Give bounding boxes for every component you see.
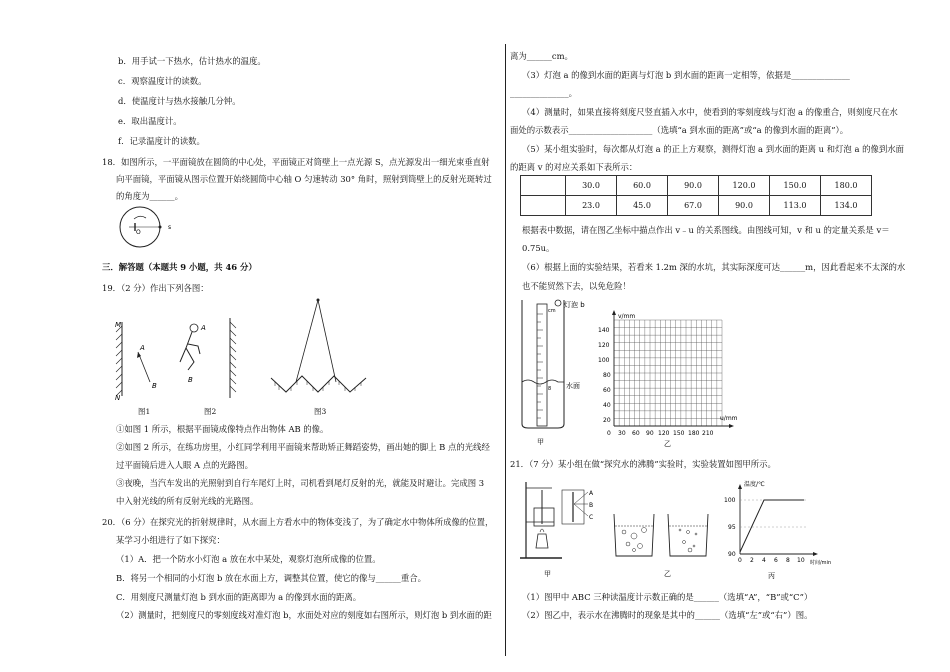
y-tick-label: 20 [603,417,611,424]
q18-label-s: s [168,224,172,231]
q20-r4-line-2: 面处的示数表示____________________（选填“a 到水面的距离”或“a 的像到水面的距离”）。 [510,125,849,135]
step-f: f．记录温度计的读数。 [118,136,205,146]
temp-axis-label: 温度/℃ [744,481,765,488]
table-cell: 120.0 [719,176,770,196]
view-label-a: A [589,490,594,497]
ruler-figure [520,298,600,448]
x-tick-label: 60 [632,430,640,437]
q19-part-3-line-1: ③夜晚，当汽车发出的光照射到自行车尾灯上时，司机看到尾灯反射的光，就能及时避让。完成图 3 [116,478,485,488]
q20-r6-line-1: 根据表中数据，请在图乙坐标中描点作出 v﹣u 的关系图线。由图线可知，v 和 u 的定量关系是 v＝ [522,225,890,235]
step-d: d．使温度计与热水接触几分钟。 [118,96,241,106]
table-header-cell [521,176,566,196]
q20-r7-line-2: 也不能贸然下去，以免危险！ [522,281,631,291]
q20-part-2: （2）测量时，把刻度尺的零刻度线对准灯泡 b，水面处对应的刻度如右图所示，则灯泡 b 到水面的距 [116,610,492,620]
table-cell: 180.0 [821,176,872,196]
q20-r2: （3）灯泡 a 的像到水面的距离与灯泡 b 到水面的距离一定相等，依据是______________ [522,70,850,80]
time-tick-label: 2 [750,557,754,564]
column-divider [505,44,506,656]
time-tick-label: 8 [786,557,790,564]
fig1-label-b: B [152,382,157,390]
step-b: b．用手试一下热水，估计热水的温度。 [118,56,266,66]
table-cell: 134.0 [821,196,872,216]
y-tick-label: 120 [598,342,610,349]
q18-line-1: 18．如图所示，一平面镜放在圆筒的中心处，平面镜正对筒壁上一点光源 S，点光源发出一细光束垂直射 [102,157,490,167]
table-cell: 23.0 [566,196,617,216]
fig21-caption-yi: 乙 [664,570,671,578]
temp-tick-label: 90 [728,551,736,558]
step-c: c．观察温度计的读数。 [118,76,207,86]
q20-r5-line-1: （5）某小组实验时，每次都从灯泡 a 的正上方观察，测得灯泡 a 到水面的距离 u 和灯泡 a 的像到水面 [522,144,904,154]
q19-figure-3 [266,298,376,402]
time-tick-label: 0 [738,557,742,564]
ruler-mark-label: 8 [548,386,552,392]
x-tick-label: 210 [702,430,714,437]
table-row-u [521,176,872,196]
fig21-caption-bing: 丙 [768,572,775,580]
table-cell: 67.0 [668,196,719,216]
fig1-label-m: M [115,321,122,329]
q19-part-1: ①如图 1 所示，根据平面镜成像特点作出物体 AB 的像。 [116,424,329,434]
temperature-time-chart [724,480,834,580]
q19-figure-1 [112,318,172,408]
table-row-v [521,196,872,216]
y-tick-label: 140 [598,327,610,334]
ruler-unit-label: cm [548,308,556,314]
time-axis-label: 时间/min [810,560,832,566]
time-tick-label: 6 [774,557,778,564]
step-e: e．取出温度计。 [118,116,182,126]
q21-part-2: （2）图乙中，表示水在沸腾时的现象是其中的______（选填“左”或“右”）图。 [522,610,813,620]
fig2-label-a: A [201,324,206,332]
q20-r3: ______________。 [510,88,577,98]
q20-line-2: 某学习小组进行了如下探究： [116,535,225,545]
fig1-caption: 图1 [138,407,151,416]
x-tick-label: 150 [673,430,685,437]
y-tick-label: 40 [603,402,611,409]
x-tick-label: 180 [688,430,700,437]
vu-grid-figure [594,308,744,448]
table-cell: 90.0 [668,176,719,196]
section-3-heading: 三．解答题（本题共 9 小题，共 46 分） [102,262,257,272]
x-origin-label: 0 [607,430,611,437]
table-cell: 30.0 [566,176,617,196]
table-cell: 45.0 [617,196,668,216]
q19-title: 19．（2 分）作出下列各图： [102,283,209,293]
bulb-b-label: 灯泡 b [564,301,585,309]
q19-part-2-line-2: 过平面镜后进入人眼 A 点的光路图。 [116,460,253,470]
time-tick-label: 10 [797,557,805,564]
v-axis-label: v/mm [618,313,636,320]
q20-r7-line-1: （6）根据上面的实验结果，若看来 1.2m 深的水坑，其实际深度可达______m，因此看起来不太深的水 [522,262,906,272]
uv-data-table [520,175,872,216]
x-tick-label: 120 [658,430,670,437]
q21-part-1: （1）图甲中 ABC 三种读温度计示数正确的是______（选填“A”，“B”或“C”） [522,592,813,602]
water-surface-label: 水面 [566,382,580,390]
q19-part-3-line-2: 中入射光线的所有反射光线的光路图。 [116,496,259,506]
fig20-caption-yi: 乙 [664,440,671,448]
view-label-b: B [589,502,594,509]
fig2-label-b: B [188,376,193,384]
x-tick-label: 90 [646,430,654,437]
q20-part-1-a: （1）A．把一个防水小灯泡 a 放在水中某处，观察灯泡所成像的位置。 [116,554,381,564]
temp-tick-label: 100 [724,497,736,504]
fig1-label-a: A [140,344,145,352]
y-tick-label: 100 [598,357,610,364]
fig20-caption-jia: 甲 [537,438,544,446]
table-cell: 90.0 [719,196,770,216]
q20-r1: 离为______cm。 [510,51,573,61]
beakers-figure [610,508,720,578]
fig21-caption-jia: 甲 [544,570,551,578]
fig1-label-n: N [115,394,121,402]
q18-cylinder-figure [116,202,172,250]
q18-label-o: O [136,229,141,236]
u-axis-label: u/mm [720,415,738,422]
fig2-caption: 图2 [204,407,217,416]
x-tick-label: 30 [618,430,626,437]
table-cell: 150.0 [770,176,821,196]
q20-part-1-b: B．将另一个相同的小灯泡 b 放在水面上方，调整其位置，使它的像与______重合。 [116,573,426,583]
time-tick-label: 4 [762,557,766,564]
table-cell: 60.0 [617,176,668,196]
q19-figure-2 [170,318,240,406]
q20-r6-line-2: 0.75u。 [522,243,555,253]
temp-tick-label: 95 [728,524,736,531]
table-header-cell [521,196,566,216]
q18-line-2: 向平面镜，平面镜从图示位置开始绕圆筒中心轴 O 匀速转动 30° 角时，照射到筒壁上的反射光斑转过 [116,174,492,184]
y-tick-label: 80 [603,372,611,379]
table-cell: 113.0 [770,196,821,216]
q20-r4-line-1: （4）测量时，如果直接将刻度尺竖直插入水中，使看到的零刻度线与灯泡 a 的像重合，则刻度尺在水 [522,107,898,117]
q18-line-3: 的角度为______。 [116,191,183,201]
fig3-caption: 图3 [314,407,327,416]
q19-part-2-line-1: ②如图 2 所示，在练功房里，小红同学利用平面镜来帮助矫正舞蹈姿势，画出她的脚上 B 点的光线经 [116,442,490,452]
q20-r5-line-2: 的距离 v 的对应关系如下表所示： [510,162,638,172]
view-label-c: C [589,514,594,521]
q21-title: 21．（7 分）某小组在做“探究水的沸腾”实验时，实验装置如图甲所示。 [510,459,776,469]
y-tick-label: 60 [603,387,611,394]
boiling-apparatus-figure [518,478,598,578]
q20-part-1-c: C．用刻度尺测量灯泡 b 到水面的距离即为 a 的像到水面的距离。 [116,592,362,602]
q20-line-1: 20．（6 分）在探究光的折射规律时，从水面上方看水中的物体变浅了，为了确定水中物体所成像的位置， [102,517,494,527]
